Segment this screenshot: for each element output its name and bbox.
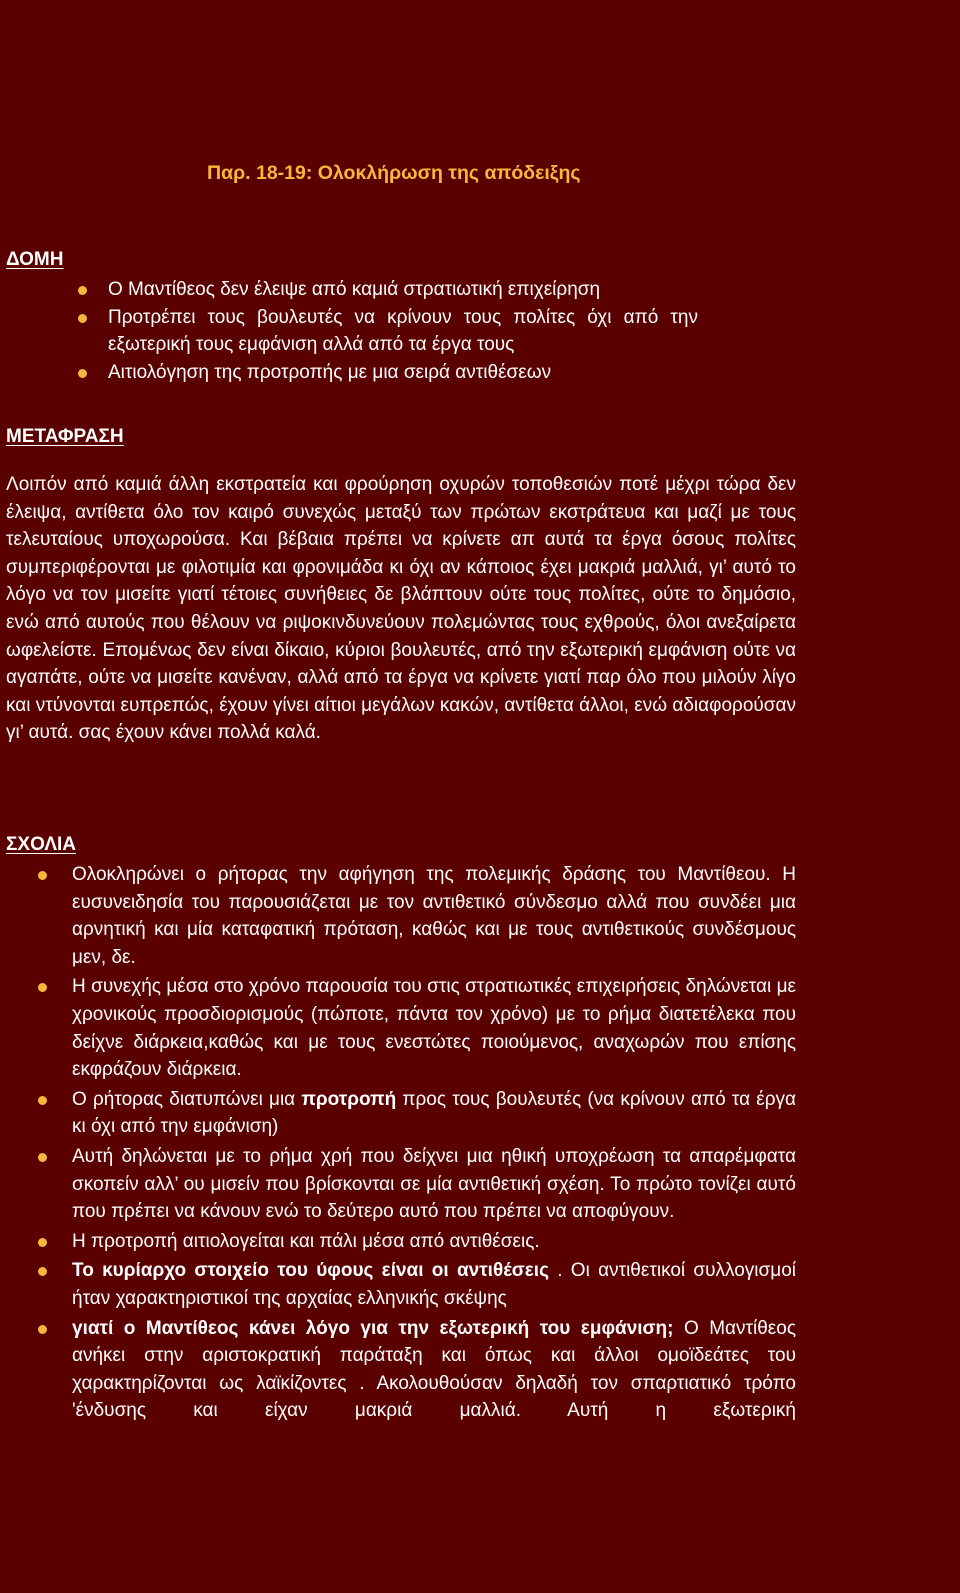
list-item: [72, 1228, 796, 1256]
list-item: [72, 1086, 796, 1141]
list-item: [72, 1143, 796, 1226]
note-text: Αυτή δηλώνεται με το ρήμα χρή που δείχνει μια ηθική υποχρέωση τα απαρέμφατα σκοπείν αλλ’ ου μισείν που βρίσκονται σε μία αντιθετική σχέση. Το πρώτο τονίζει αυτό που πρέπει να κάνουν ενώ το δεύτερο αυτό που πρέπει να αποφύγουν.: [72, 1145, 796, 1223]
list-item: Αιτιολόγηση της προτροπής με μια σειρά αντιθέσεων: [108, 359, 698, 387]
list-item: [72, 973, 796, 1083]
note-text: Ο Μαντίθεος ανήκει στην αριστοκρατική παράταξη και όπως και άλλοι ομοϊδεάτες του χαρακτηρίζονται ως λαϊκίζοντες . Ακολουθούσαν δηλαδή τον σπαρτιατικό τρόπο 'ένδυσης και είχαν μακριά μαλλιά. Αυτή η εξωτερική: [72, 1317, 797, 1422]
page-title: Παρ. 18-19: Ολοκλήρωση της απόδειξης: [207, 162, 581, 184]
note-bold-text: προτροπή: [301, 1088, 397, 1110]
note-bold-text: Το κυρίαρχο στοιχείο του ύφους είναι οι αντιθέσεις: [72, 1260, 549, 1282]
note-text: Ολοκληρώνει ο ρήτορας την αφήγηση της πολεμικής δράσης του Μαντίθεου. Η ευσυνειδησία του παρουσιάζεται με τον αντιθετικό σύνδεσμο αλλά που συνδέει μια αρνητική και μία καταφατική πρόταση, καθώς και με τους αντιθετικούς συνδέσμους μεν, δε.: [72, 864, 796, 968]
translation-text: Λοιπόν από καμιά άλλη εκστρατεία και φρούρηση οχυρών τοποθεσιών ποτέ μέχρι τώρα δεν έλειψα, αντίθετα όλο τον καιρό συνεχώς μεταξύ των πρώτων εκστράτευα και μαζί με τους τελευταίους υποχωρούσα. Και βέβαια πρέπει να κρίνετε απ αυτά τα έργα όσους πολίτες συμπεριφέρονται με φιλοτιμία και φρονιμάδα κι όχι αν κάποιος έχει μακριά μαλλιά, γι’ αυτό το λόγο να τον μισείτε γιατί τέτοιες συνήθειες δε βλάπτουν ούτε τους πολίτες, ούτε το δημόσιο, ενώ από αυτούς που θέλουν να ριψοκινδυνεύουν πολεμώντας τους εχθρούς, όλοι ανεξαίρετα ωφελείστε. Επομένως δεν είναι δίκαιο, κύριοι βουλευτές, από την εξωτερική εμφάνιση ούτε να αγαπάτε, ούτε να μισείτε κανέναν, αλλά από τα έργα να κρίνετε γιατί παρ όλο που μιλούν λίγο και ντύνονται ευπρεπώς, έχουν γίνει αίτιοι μεγάλων κακών, αντίθετα άλλοι, ενώ αδιαφορούσαν γι’ αυτά. σας έχουν κάνει πολλά καλά.: [6, 474, 796, 744]
note-text: προς τους βουλευτές (να κρίνουν από τα έργα κι όχι από την εμφάνιση): [72, 1088, 797, 1138]
note-text: Η προτροπή αιτιολογείται και πάλι μέσα από αντιθέσεις.: [72, 1230, 540, 1252]
notes-heading: ΣΧΟΛΙΑ: [6, 834, 77, 855]
list-item: [72, 861, 796, 971]
list-item: Προτρέπει τους βουλευτές να κρίνουν τους πολίτες όχι από την εξωτερική τους εμφάνιση αλλά από τα έργα τους: [108, 304, 698, 359]
note-text-pre: Ο ρήτορας διατυπώνει μια: [72, 1088, 302, 1110]
structure-list: [108, 276, 698, 386]
note-bold-text: γιατί ο Μαντίθεος κάνει λόγο για την εξωτερική του εμφάνιση;: [72, 1317, 674, 1339]
structure-heading: ΔΟΜΗ: [6, 249, 64, 270]
note-text: Η συνεχής μέσα στο χρόνο παρουσία του στις στρατιωτικές επιχειρήσεις δηλώνεται με χρονικούς προσδιορισμούς (πώποτε, πάντα τον χρόνο) με το ρήμα διατετέλεκα που δείχνε διάρκεια,καθώς και με τους ενεστώτες ποιούμενος, αναχωρών που επίσης εκφράζουν διάρκεια.: [72, 976, 796, 1081]
list-item: [72, 1315, 796, 1425]
list-item: Ο Μαντίθεος δεν έλειψε από καμιά στρατιωτική επιχείρηση: [108, 276, 698, 304]
note-text: . Οι αντιθετικοί συλλογισμοί ήταν χαρακτηριστικοί της αρχαίας ελληνικής σκέψης: [72, 1260, 796, 1309]
translation-heading: ΜΕΤΑΦΡΑΣΗ: [6, 426, 124, 447]
notes-list: [72, 861, 796, 1427]
list-item: [72, 1257, 796, 1312]
